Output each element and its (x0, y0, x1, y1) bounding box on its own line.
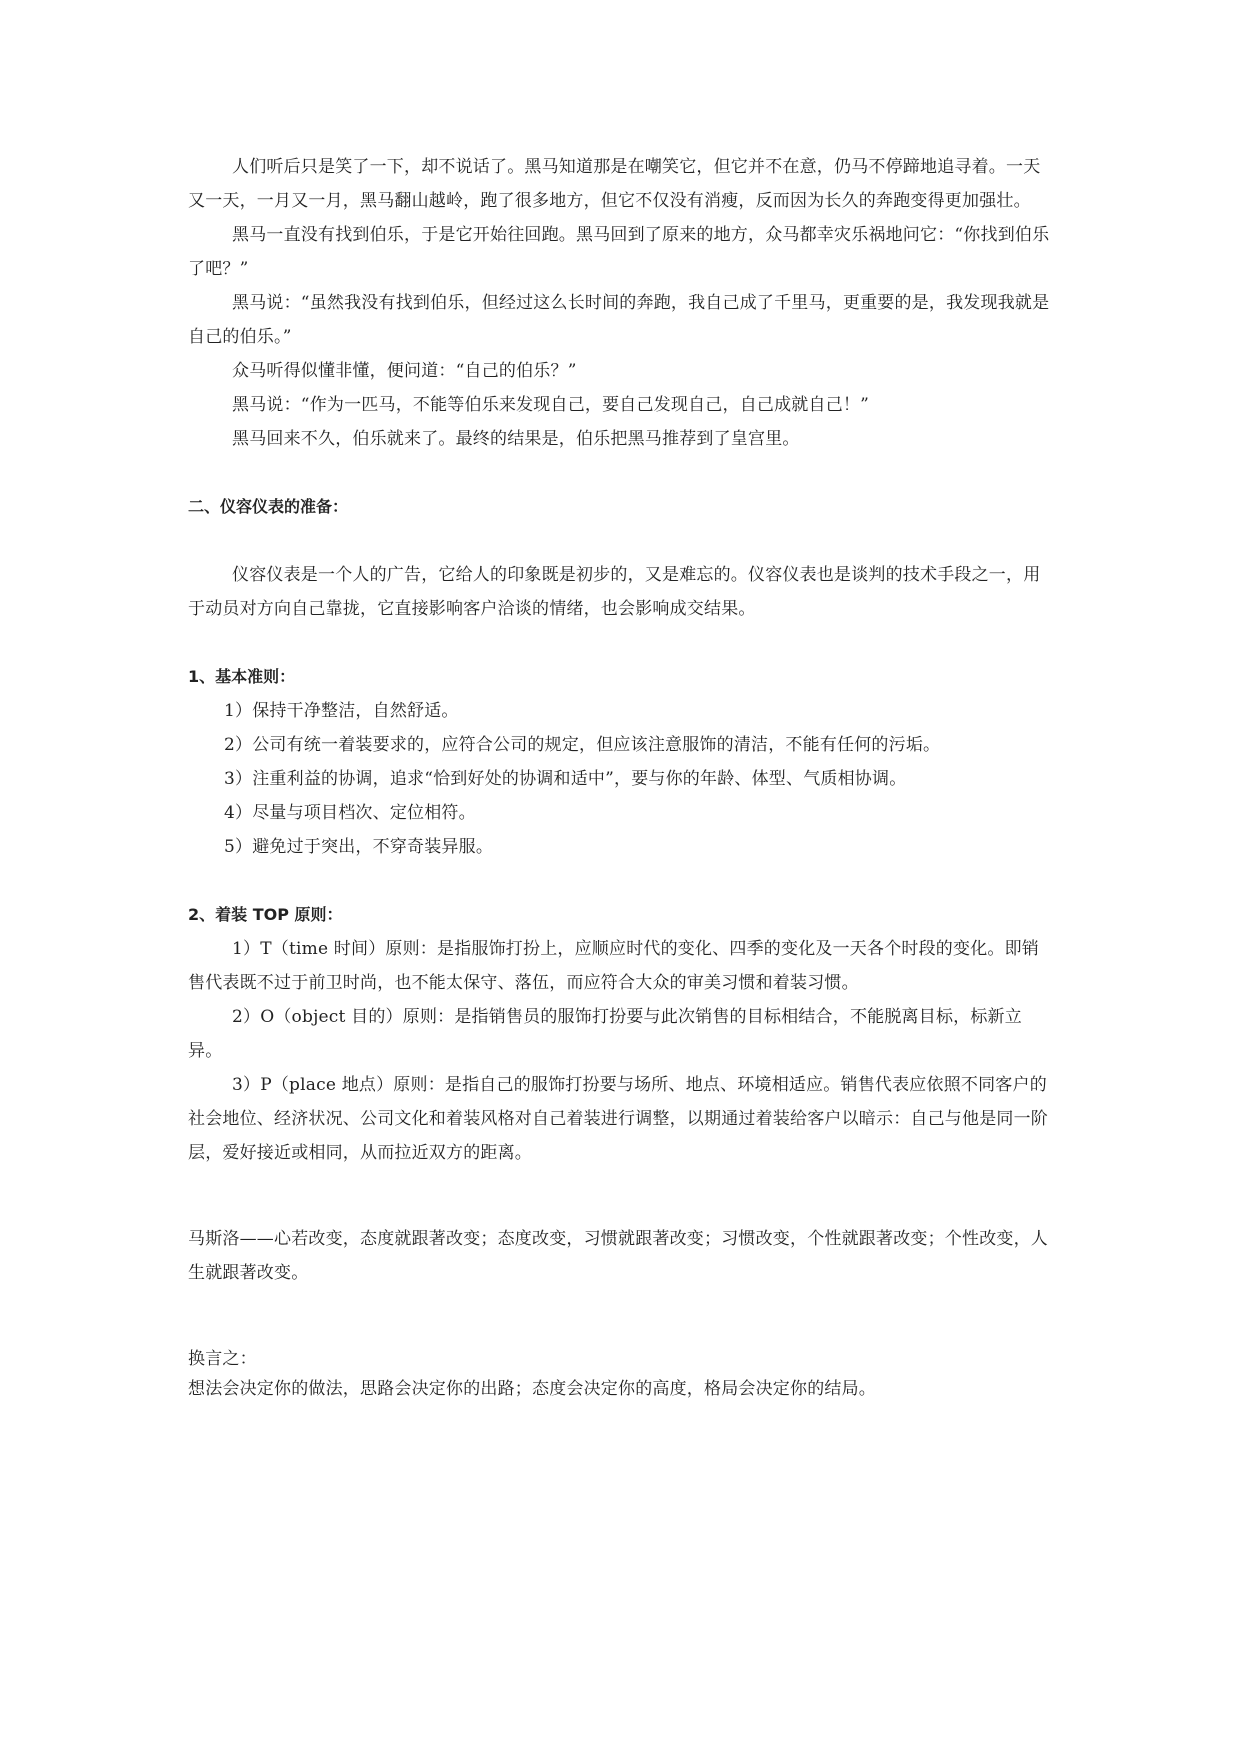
story-paragraph-3: 黑马说：“虽然我没有找到伯乐，但经过这么长时间的奔跑，我自己成了千里马，更重要的是，我发现我就是自己的伯乐。” (188, 293, 1050, 347)
spacer (188, 864, 1056, 898)
spacer (188, 626, 1056, 660)
maslow-quote: 马斯洛——心若改变，态度就跟著改变；态度改变，习惯就跟著改变；习惯改变，个性就跟著改变；个性改变，人生就跟著改变。 (188, 1229, 1048, 1283)
story-paragraph-2: 黑马一直没有找到伯乐，于是它开始往回跑。黑马回到了原来的地方，众马都幸灾乐祸地问它：“你找到伯乐了吧？” (188, 225, 1050, 279)
subheading-basic-rules: 1、基本准则： (188, 667, 296, 686)
story-paragraph-1: 人们听后只是笑了一下，却不说话了。黑马知道那是在嘲笑它，但它并不在意，仍马不停蹄地追寻着。一天又一天，一月又一月，黑马翻山越岭，跑了很多地方，但它不仅没有消瘦，反而因为长久的奔跑变得更加强壮。 (188, 157, 1041, 211)
section-heading-appearance: 二、仪容仪表的准备： (188, 497, 349, 516)
spacer (188, 1170, 1056, 1222)
story-paragraph-6: 黑马回来不久，伯乐就来了。最终的结果是，伯乐把黑马推荐到了皇宫里。 (232, 429, 800, 449)
basic-rule-item: 2）公司有统一着装要求的，应符合公司的规定，但应该注意服饰的清洁，不能有任何的污垢。 (224, 735, 941, 755)
story-paragraph-5: 黑马说：“作为一匹马，不能等伯乐来发现自己，要自己发现自己，自己成就自己！” (232, 395, 869, 415)
top-principle-item: 3）P（place 地点）原则：是指自己的服饰打扮要与场所、地点、环境相适应。销售代表应依照不同客户的社会地位、经济状况、公司文化和着装风格对自己着装进行调整，以期通过着装给客户以暗示：自己与他是同一阶层，爱好接近或相同，从而拉近双方的距离。 (188, 1075, 1048, 1163)
top-principle-item: 1）T（time 时间）原则：是指服饰打扮上，应顺应时代的变化、四季的变化及一天各个时段的变化。即销售代表既不过于前卫时尚，也不能太保守、落伍，而应符合大众的审美习惯和着装习惯。 (188, 939, 1040, 993)
document-page (188, 150, 1056, 1402)
closing-text: 想法会决定你的做法，思路会决定你的出路；态度会决定你的高度，格局会决定你的结局。 (188, 1379, 876, 1399)
spacer (188, 456, 1056, 490)
appearance-intro: 仪容仪表是一个人的广告，它给人的印象既是初步的，又是难忘的。仪容仪表也是谈判的技术手段之一，用于动员对方向自己靠拢，它直接影响客户洽谈的情绪，也会影响成交结果。 (188, 565, 1041, 619)
basic-rule-item: 1）保持干净整洁，自然舒适。 (224, 701, 459, 721)
spacer (188, 524, 1056, 558)
closing-label: 换言之： (188, 1349, 257, 1369)
spacer (188, 1290, 1056, 1342)
subheading-top-principles: 2、着装 TOP 原则： (188, 905, 343, 924)
story-paragraph-4: 众马听得似懂非懂，便问道：“自己的伯乐？” (232, 361, 577, 381)
basic-rule-item: 5）避免过于突出，不穿奇装异服。 (224, 837, 494, 857)
basic-rule-item: 3）注重利益的协调，追求“恰到好处的协调和适中”，要与你的年龄、体型、气质相协调。 (224, 769, 907, 789)
basic-rule-item: 4）尽量与项目档次、定位相符。 (224, 803, 476, 823)
top-principle-item: 2）O（object 目的）原则：是指销售员的服饰打扮要与此次销售的目标相结合，不能脱离目标，标新立异。 (188, 1007, 1022, 1061)
